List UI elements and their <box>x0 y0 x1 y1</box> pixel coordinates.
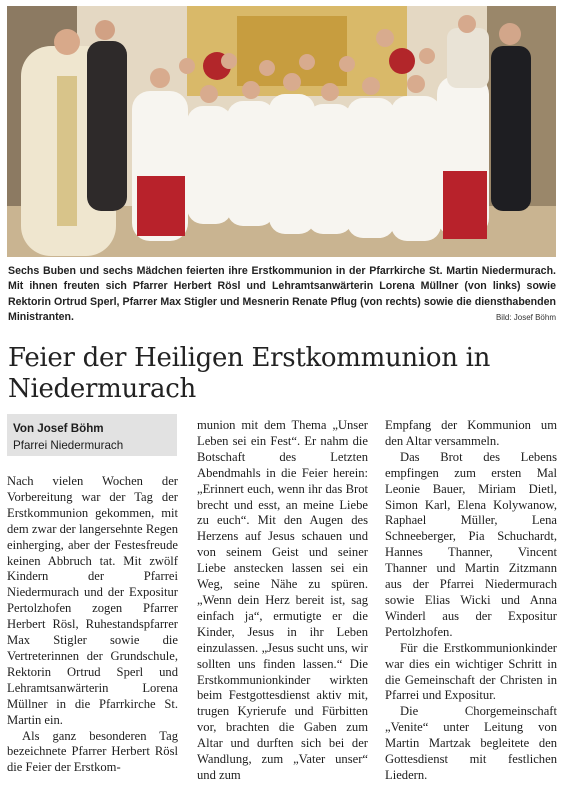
author-name: Von Josef Böhm <box>13 422 104 435</box>
author-box <box>7 414 177 456</box>
paragraph: Nach vielen Wochen der Vorbereitung war der Tag der Erstkommunion gekommen, mit dem zwar der langersehnte Regen einherging, aber der Festesfreude keinen Abbruch tat. Mit zwölf Kindern der Pfarrei Niedermurach und der Expositur Pertolzhofen zogen Pfarrer Herbert Rösl, Ruhestandspfarrer Max Stigler sowie die Vertreterinnen der Grundschule, Rektorin Ortrud Sperl und Lehramtsanwärterin Lorena Müllner in die Pfarrkirche St. Martin ein. <box>7 474 178 727</box>
group-photo <box>7 6 556 257</box>
paragraph: Als ganz besonderen Tag bezeichnete Pfarrer Herbert Rösl die Feier der Erstkom- <box>7 728 178 775</box>
article-column-1 <box>7 474 178 776</box>
photo-credit: Bild: Josef Böhm <box>495 313 556 322</box>
paragraph: Die Chorgemeinschaft „Venite“ unter Leitung von Martin Martzak begleitete den Gottesdienst mit festlichen Liedern. <box>385 704 557 782</box>
article-column-2 <box>197 418 368 784</box>
paragraph: Das Brot des Lebens empfingen zum ersten Mal Leonie Bauer, Miriam Dietl, Simon Karl, Elena Kolywanow, Raphael Müller, Lena Schneeberger, Pia Schuchardt, Hannes Thanner, Vincent Thanner und Martin Zitzmann aus der Pfarrei Niedermurach sowie Elias Wicki und Anna Winderl aus der Expositur Pertolzhofen. <box>385 449 557 639</box>
author-source: Pfarrei Niedermurach <box>13 439 124 452</box>
photo-caption: Sechs Buben und sechs Mädchen feierten ihre Erstkommunion in der Pfarrkirche St. Martin Niedermurach. Mit ihnen freuten sich Pfarrer Herbert Rösl und Lehramtsanwärterin Lorena Müllner (von links) sowie Rektorin Ortrud Sperl, Pfarrer Max Stigler und Mesnerin Renate Pflug (von rechts) sowie die diensthabenden Ministranten. <box>8 265 556 324</box>
communion-photo-icon <box>7 6 556 257</box>
article-column-3 <box>385 418 557 784</box>
paragraph: Empfang der Kommunion um den Altar versammeln. <box>385 418 557 448</box>
paragraph: Für die Erstkommunionkinder war dies ein wichtiger Schritt in die Gemeinschaft der Christen in Pfarrei und Expositur. <box>385 640 557 703</box>
article-headline: Feier der Heiligen Erstkommunion in Niedermurach <box>8 343 491 404</box>
paragraph: munion mit dem Thema „Unser Leben sei ein Fest“. Er nahm die Botschaft des Letzten Abendmahls in die Feier herein: „Erinnert euch, wenn ihr das Brot brecht und esst, an meine Liebe zu euch“. Mit den Augen des Herzens auf Jesus schauen und von seinem Geist und seiner Liebe anstecken lassen sei ein Weg, seine Nähe zu spüren. „Wenn dein Herz bereit ist, sag einfach ja“, ermutigte er die Kinder, Jesus in ihr Leben einzulassen. „Jesus sucht uns, wir sollten uns finden lassen.“ Die Erstkommunionkinder wirkten beim Festgottesdienst aktiv mit, trugen Kyrierufe und Fürbitten vor, brachten die Gaben zum Altar und durften sich bei der Wandlung, zum „Vater unser“ und zum <box>197 418 368 782</box>
